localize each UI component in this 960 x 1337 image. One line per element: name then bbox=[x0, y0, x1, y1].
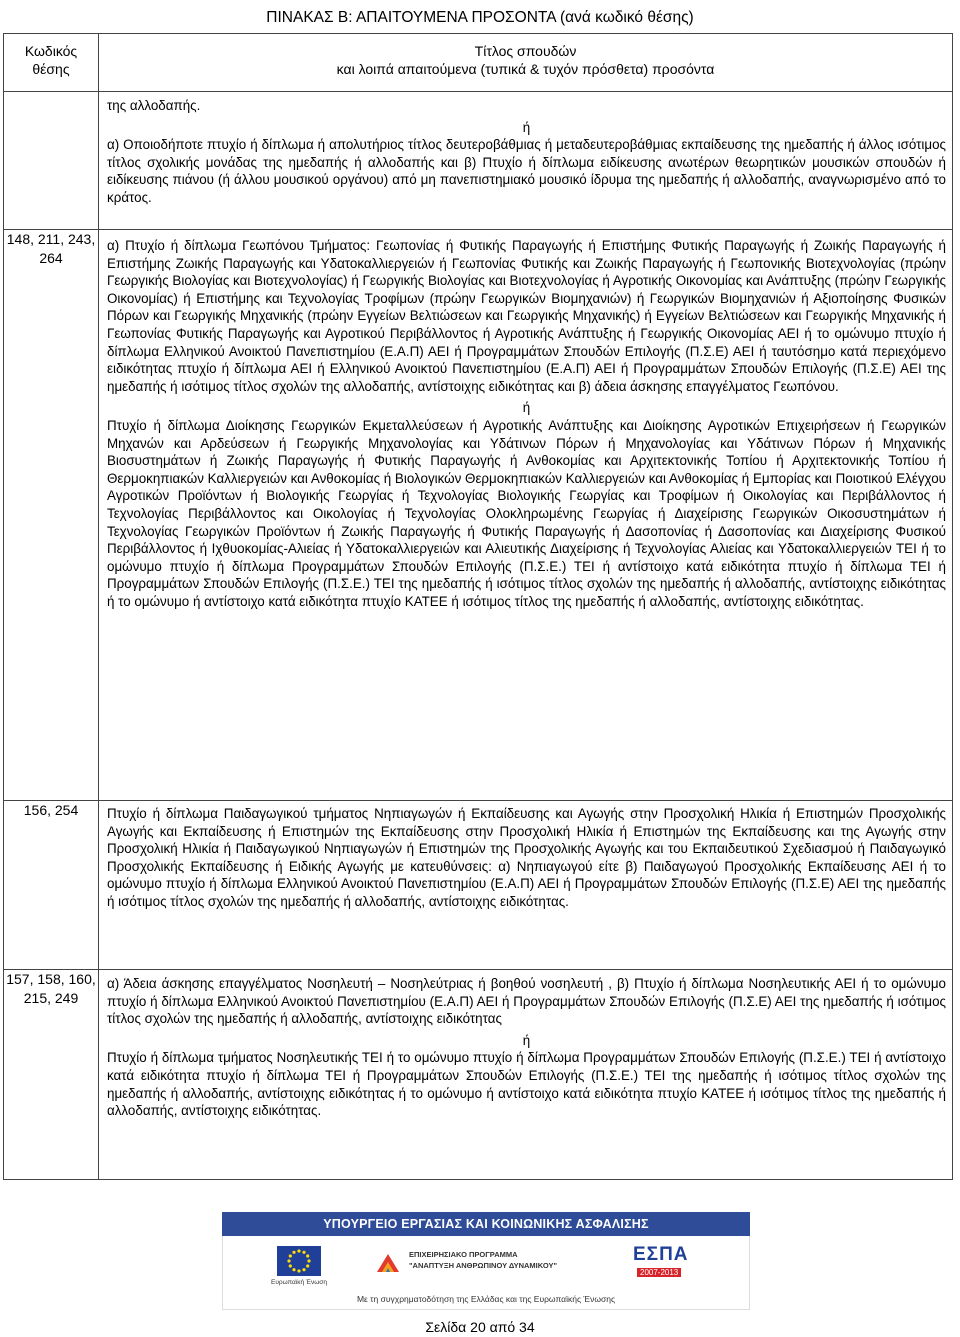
program-title-line2: "ΑΝΑΠΤΥΞΗ ΑΝΘΡΩΠΙΝΟΥ ΔΥΝΑΜΙΚΟΥ" bbox=[409, 1261, 558, 1270]
qualification-text: Πτυχίο ή δίπλωμα Διοίκησης Γεωργικών Εκμεταλλεύσεων ή Αγροτικής Ανάπτυξης και Διοίκησης Αγροτικών Επιχειρήσεων ή Γεωργικών Μηχανών και Αρδεύσεων ή Γεωργικής Μηχανολογίας και Υδάτινων Πόρων ή Μηχανολογίας και Υδάτινων Πόρων ή Μηχανικής Βιοσυστημάτων ή Ζωικής Παραγωγής ή Φυτικής Παραγωγής ή Ανθοκομίας και Αρχιτεκτονικής Τοπίου ή Αρχιτεκτονικής Τοπίου ή Θερμοκηπιακών Καλλιεργειών και Ανθοκομίας ή Βιολογικών Θερμοκηπιακών Καλλιεργειών και Ανθοκομίας ή Εμπορίας και Ποιοτικού Ελέγχου Αγροτικών Προϊόντων ή Βιολογικής Γεωργίας ή Τεχνολογίας Βιολογικής Γεωργίας και Τροφίμων ή Οικολογίας και Περιβάλλοντος ή Τεχνολογίας Περιβάλλοντος και Οικολογίας ή Τεχνολογίας Ολοκληρωμένης Γεωργίας ή Διαχείρισης Γεωργικών Οικοσυστημάτων ή Τεχνολογίας Γεωργικών Προϊόντων ή Ζωικής Παραγωγής ή Φυτικής Παραγωγής ή Δασοπονίας ή Δασοπονίας και Διαχείρισης Φυσικού Περιβάλλοντος ή Ιχθυοκομίας-Αλιείας ή Υδατοκαλλιεργειών και Αλιευτικής Διαχείρισης ή Τεχνολογίας Αλιείας και Υδατοκαλλιεργειών ΤΕΙ ή το ομώνυμο πτυχίο ή δίπλωμα Προγραμμάτων Σπουδών Επιλογής (Π.Σ.Ε.) ΤΕΙ ή αντίστοιχο κατά ειδικότητα πτυχίο ή δίπλωμα ΤΕΙ ή Προγραμμάτων Σπουδών Επιλογής (Π.Σ.Ε.) ΤΕΙ της ημεδαπής ή ισότιμος τίτλος σχολών της ημεδαπής ή αλλοδαπής, αντίστοιχης ειδικότητας ή το ομώνυμο ή αντίστοιχο κατά ειδικότητα πτυχίο ΚΑΤΕΕ ή ισότιμος τίτλος της ημεδαπής ή αλλοδαπής, αντίστοιχης ειδικότητας. bbox=[107, 417, 946, 609]
espa-logo: ΕΣΠΑ bbox=[633, 1244, 689, 1265]
qualification-text: Πτυχίο ή δίπλωμα τμήματος Νοσηλευτικής ΤΕΙ ή το ομώνυμο πτυχίο ή δίπλωμα Προγραμμάτων Σπουδών Επιλογής (Π.Σ.Ε.) ΤΕΙ ή αντίστοιχο κατά ειδικότητα πτυχίο ή δίπλωμα ΤΕΙ ή Προγραμμάτων Σπουδών Επιλογής (Π.Σ.Ε.) ΤΕΙ της ημεδαπής ή ισότιμος τίτλος σχολών της ημεδαπής ή αλλοδαπής, αντίστοιχης ειδικότητας ή το ομώνυμο ή αντίστοιχο κατά ειδικότητα πτυχίο ΚΑΤΕΕ ή ισότιμος τίτλος της ημεδαπής ή αλλοδαπής, αντίστοιχης ειδικότητας. bbox=[107, 1050, 946, 1119]
or-separator: ή bbox=[522, 1032, 531, 1048]
qualifications-cell bbox=[99, 92, 953, 230]
or-separator: ή bbox=[522, 400, 531, 416]
page-number: Σελίδα 20 από 34 bbox=[425, 1319, 535, 1335]
table-header-row bbox=[4, 34, 953, 92]
table-row bbox=[4, 230, 953, 801]
page-title: ΠΙΝΑΚΑΣ Β: ΑΠΑΙΤΟΥΜΕΝΑ ΠΡΟΣΟΝΤΑ (ανά κωδικό θέσης) bbox=[266, 9, 694, 26]
eu-flag-icon bbox=[277, 1246, 321, 1276]
qualifications-table bbox=[3, 33, 953, 1180]
program-title-line1: ΕΠΙΧΕΙΡΗΣΙΑΚΟ ΠΡΟΓΡΑΜΜΑ bbox=[409, 1250, 518, 1259]
or-separator: ή bbox=[522, 119, 531, 135]
ministry-banner: ΥΠΟΥΡΓΕΙΟ ΕΡΓΑΣΙΑΣ ΚΑΙ ΚΟΙΝΩΝΙΚΗΣ ΑΣΦΑΛΙΣΗΣ bbox=[222, 1212, 750, 1236]
column-header-code: Κωδικός θέσης bbox=[4, 34, 99, 92]
qualifications-cell bbox=[99, 801, 953, 970]
table-row bbox=[4, 801, 953, 970]
position-code: 148, 211, 243, 264 bbox=[4, 230, 99, 801]
eu-label: Ευρωπαϊκή Ένωση bbox=[271, 1279, 327, 1286]
position-code: 157, 158, 160, 215, 249 bbox=[4, 970, 99, 1180]
position-code: 156, 254 bbox=[4, 801, 99, 970]
qualification-text: της αλλοδαπής. bbox=[107, 98, 201, 113]
cofinance-text: Με τη συγχρηματοδότηση της Ελλάδας και της Ευρωπαϊκής Ένωσης bbox=[356, 1294, 616, 1304]
column-header-title: Τίτλος σπουδών και λοιπά απαιτούμενα (τυπικά & τυχόν πρόσθετα) προσόντα bbox=[99, 34, 953, 92]
qualification-text: α) Πτυχίο ή δίπλωμα Γεωπόνου Τμήματος: Γεωπονίας ή Φυτικής Παραγωγής ή Επιστήμης Φυτικής Παραγωγής ή Ζωικής Παραγωγής ή Επιστήμης Ζωικής Παραγωγής και Υδατοκαλλιεργειών ή Γεωπονίας Φυτικής και Ζωικής Παραγωγής ή Γεωπονικής Βιοτεχνολογίας (πρώην Γεωργικής Βιολογίας και Βιοτεχνολογίας) ή Γεωργικής Βιολογίας και Βιοτεχνολογίας ή Αγροτικής Οικονομίας και Ανάπτυξης (πρώην Γεωργικής Οικονομίας) ή Επιστήμης και Τεχνολογίας Τροφίμων (πρώην Γεωργικών Βιομηχανιών) ή Γεωργικών Βιομηχανιών ή Αξιοποίησης Φυσικών Πόρων και Γεωργικής Μηχανικής (πρώην Εγγείων Βελτιώσεων και Γεωργικής Μηχανικής) ή Εγγείων Βελτιώσεων και Γεωργικής Μηχανικής ή Γεωπονίας Φυτικής Παραγωγής και Αγροτικού Περιβάλλοντος ή Αγροτικής Ανάπτυξης ή Γεωργικής Οικονομίας ΑΕΙ ή το ομώνυμο πτυχίο ή δίπλωμα Ελληνικού Ανοικτού Πανεπιστημίου (Ε.Α.Π) ΑΕΙ ή Προγραμμάτων Σπουδών Επιλογής (Π.Σ.Ε) ΑΕΙ ή ταυτόσημο κατά περιεχόμενο ειδικότητας πτυχίο ή δίπλωμα ΑΕΙ ή Ελληνικού Ανοικτού Πανεπιστημίου (Ε.Α.Π) ΑΕΙ ή Προγραμμάτων Σπουδών Επιλογής (Π.Σ.Ε) ΑΕΙ της ημεδαπής ή ισότιμος τίτλος σχολών της αλλοδαπής, αντίστοιχης ειδικότητας και β) άδεια άσκησης επαγγέλματος Γεωπόνου. bbox=[107, 238, 946, 394]
position-code bbox=[4, 92, 99, 230]
table-row bbox=[4, 970, 953, 1180]
table-row bbox=[4, 92, 953, 230]
qualification-text: Πτυχίο ή δίπλωμα Παιδαγωγικού τμήματος Νηπιαγωγών ή Εκπαίδευσης και Αγωγής στην Προσχολική Ηλικία ή Επιστημών Προσχολικής Αγωγής και Εκπαίδευσης ή Επιστημών της Εκπαίδευσης στην Προσχολική Ηλικία ή Επιστημών της Εκπαίδευσης και της Αγωγής στην Προσχολική Ηλικία ή Παιδαγωγικού Νηπιαγωγών ή Επιστημών της Προσχολικής Αγωγής και του Εκπαιδευτικού Σχεδιασμού ή Παιδαγωγικό Προσχολικής Εκπαίδευσης ή Ειδικής Αγωγής με κατευθύνσεις: α) Νηπιαγωγού είτε β) Παιδαγωγού Προσχολικής Εκπαίδευσης ΑΕΙ ή το ομώνυμο πτυχίο ή δίπλωμα Ελληνικού Ανοικτού Πανεπιστημίου (Ε.Α.Π) ΑΕΙ ή Προγραμμάτων Σπουδών Επιλογής (Π.Σ.Ε) ΑΕΙ της ημεδαπής ή ισότιμος τίτλος σχολών της ημεδαπής ή αλλοδαπής, αντίστοιχης ειδικότητας. bbox=[107, 806, 946, 909]
qualifications-cell bbox=[99, 230, 953, 801]
espa-years: 2007-2013 bbox=[637, 1268, 681, 1277]
qualifications-cell bbox=[99, 970, 953, 1180]
program-emblem-icon bbox=[373, 1250, 403, 1278]
qualification-text: α) Οποιοδήποτε πτυχίο ή δίπλωμα ή απολυτήριος τίτλος δευτεροβάθμιας ή μεταδευτεροβάθμιας εκπαίδευσης της ημεδαπής ή άλλος ισότιμος τίτλος σχολικής μονάδας της ημεδαπής ή αλλοδαπής και β) Πτυχίο ή δίπλωμα ειδίκευσης ανωτέρων θεωρητικών μουσικών σπουδών ή ειδίκευσης πιάνου (ή άλλου μουσικού οργάνου) από μη πανεπιστημιακό μουσικό ίδρυμα της ημεδαπής ή αλλοδαπής, αναγνωρισμένο από το κράτος. bbox=[107, 137, 946, 205]
cofinance-logo-banner bbox=[222, 1212, 750, 1310]
qualification-text: α) Άδεια άσκησης επαγγέλματος Νοσηλευτή – Νοσηλεύτριας ή βοηθού νοσηλευτή , β) Πτυχίο ή δίπλωμα Νοσηλευτικής ΑΕΙ ή το ομώνυμο πτυχίο ή δίπλωμα Ελληνικού Ανοικτού Πανεπιστημίου (Ε.Α.Π) ΑΕΙ ή Προγραμμάτων Σπουδών Επιλογής (Π.Σ.Ε) ΑΕΙ της ημεδαπής ή ισότιμος τίτλος σχολών της ημεδαπής ή αλλοδαπής, αντίστοιχης ειδικότητας bbox=[107, 976, 946, 1027]
